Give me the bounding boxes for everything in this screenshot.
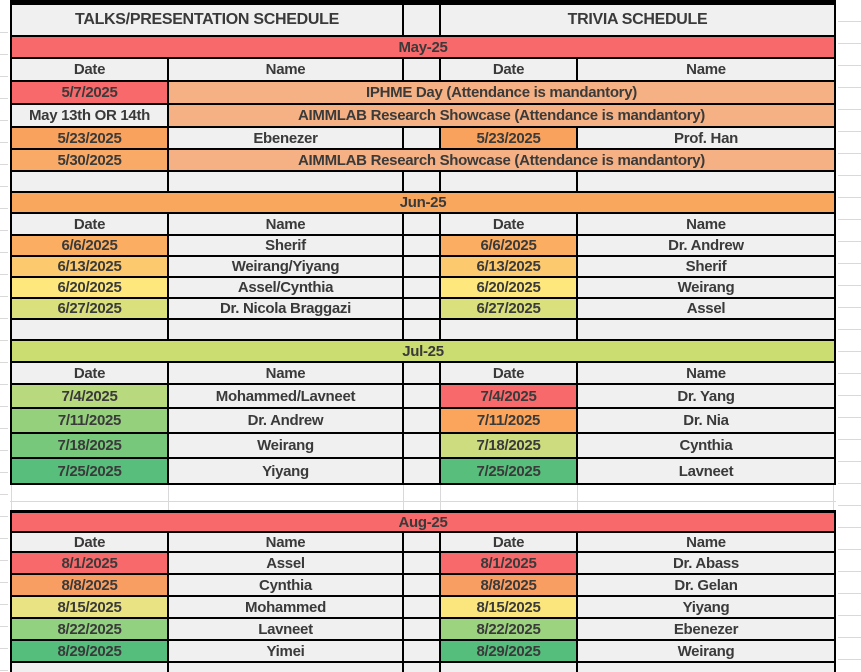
cell-name-talks[interactable]: Dr. Andrew: [169, 409, 402, 432]
cell-date-talks[interactable]: May 13th OR 14th: [12, 105, 167, 126]
header-name-trivia[interactable]: Name: [578, 59, 834, 80]
header-date-trivia[interactable]: Date: [441, 59, 576, 80]
gridline: [10, 501, 836, 502]
header-name-talks[interactable]: Name: [169, 533, 402, 551]
cell-name-talks[interactable]: Yimei: [169, 641, 402, 661]
cell-date-trivia[interactable]: 8/1/2025: [441, 553, 576, 573]
cell-date-trivia[interactable]: 6/20/2025: [441, 278, 576, 297]
cell-name-talks[interactable]: [169, 663, 402, 672]
merged-event-cell[interactable]: AIMMLAB Research Showcase (Attendance is mandantory): [169, 150, 834, 170]
gridline: [403, 485, 404, 510]
month-banner-jun[interactable]: Jun-25: [12, 193, 834, 212]
cell-name-talks[interactable]: Weirang/Yiyang: [169, 257, 402, 276]
month-banner-may[interactable]: May-25: [12, 37, 834, 57]
cell-date-talks[interactable]: [12, 663, 167, 672]
cell-date-talks[interactable]: 5/7/2025: [12, 82, 167, 103]
gridline: [577, 485, 578, 510]
header-name-talks[interactable]: Name: [169, 363, 402, 383]
cell-name-talks[interactable]: Lavneet: [169, 619, 402, 639]
gridline: [11, 485, 12, 510]
cell-date-trivia[interactable]: [441, 663, 576, 672]
cell-name-talks[interactable]: Assel: [169, 553, 402, 573]
cell-date-talks[interactable]: 5/23/2025: [12, 128, 167, 148]
header-name-trivia[interactable]: Name: [578, 533, 834, 551]
cell-name-talks[interactable]: [169, 172, 402, 191]
cell-date-talks[interactable]: 8/29/2025: [12, 641, 167, 661]
gap-cell[interactable]: [404, 363, 439, 383]
cell-name-trivia[interactable]: Dr. Yang: [578, 385, 834, 407]
month-banner-jul[interactable]: Jul-25: [12, 341, 834, 361]
gap-cell[interactable]: [404, 385, 439, 407]
gap-cell[interactable]: [404, 128, 439, 148]
cell-date-talks[interactable]: [12, 320, 167, 339]
cell-name-trivia[interactable]: Weirang: [578, 278, 834, 297]
cell-name-talks[interactable]: Sherif: [169, 236, 402, 255]
cell-name-trivia[interactable]: Ebenezer: [578, 619, 834, 639]
cell-name-trivia[interactable]: Weirang: [578, 641, 834, 661]
gap-cell[interactable]: [404, 434, 439, 457]
cell-name-trivia[interactable]: Sherif: [578, 257, 834, 276]
gap-cell[interactable]: [404, 533, 439, 551]
left-margin-gridlines: [0, 0, 8, 672]
cell-date-talks[interactable]: 8/1/2025: [12, 553, 167, 573]
cell-date-talks[interactable]: 8/22/2025: [12, 619, 167, 639]
cell-date-talks[interactable]: 8/8/2025: [12, 575, 167, 595]
merged-event-cell[interactable]: AIMMLAB Research Showcase (Attendance is mandantory): [169, 105, 834, 126]
gap-cell[interactable]: [404, 236, 439, 255]
cell-name-talks[interactable]: Weirang: [169, 434, 402, 457]
header-name-trivia[interactable]: Name: [578, 363, 834, 383]
gap-cell[interactable]: [404, 214, 439, 234]
cell-name-talks[interactable]: [169, 320, 402, 339]
gridline: [833, 485, 834, 510]
cell-date-trivia[interactable]: 8/15/2025: [441, 597, 576, 617]
header-date-trivia[interactable]: Date: [441, 363, 576, 383]
gap-cell[interactable]: [404, 299, 439, 318]
cell-name-trivia[interactable]: Assel: [578, 299, 834, 318]
gap-cell[interactable]: [404, 619, 439, 639]
gap-cell[interactable]: [404, 597, 439, 617]
cell-date-trivia[interactable]: 7/11/2025: [441, 409, 576, 432]
cell-name-talks[interactable]: Ebenezer: [169, 128, 402, 148]
cell-name-trivia[interactable]: [578, 663, 834, 672]
cell-date-talks[interactable]: 7/25/2025: [12, 459, 167, 483]
cell-name-trivia[interactable]: Dr. Andrew: [578, 236, 834, 255]
cell-date-talks[interactable]: 6/20/2025: [12, 278, 167, 297]
gap-cell[interactable]: [404, 172, 439, 191]
month-banner-aug[interactable]: Aug-25: [12, 513, 834, 531]
gap-cell[interactable]: [404, 641, 439, 661]
header-date-trivia[interactable]: Date: [441, 214, 576, 234]
header-date-trivia[interactable]: Date: [441, 533, 576, 551]
gridline: [440, 485, 441, 510]
cell-date-talks[interactable]: 7/11/2025: [12, 409, 167, 432]
cell-date-trivia[interactable]: 8/22/2025: [441, 619, 576, 639]
cell-name-trivia[interactable]: Yiyang: [578, 597, 834, 617]
cell-name-trivia[interactable]: Prof. Han: [578, 128, 834, 148]
cell-date-trivia[interactable]: 8/29/2025: [441, 641, 576, 661]
cell-date-talks[interactable]: 8/15/2025: [12, 597, 167, 617]
header-date-talks[interactable]: Date: [12, 363, 167, 383]
gap-cell[interactable]: [404, 409, 439, 432]
cell-name-trivia[interactable]: Dr. Nia: [578, 409, 834, 432]
schedule-table-may-jun-jul: [10, 0, 836, 485]
cell-date-trivia[interactable]: 7/18/2025: [441, 434, 576, 457]
trivia-schedule-title[interactable]: TRIVIA SCHEDULE: [441, 5, 834, 35]
gridline: [168, 485, 169, 510]
right-margin-gridlines: [838, 0, 861, 672]
gap-cell[interactable]: [404, 459, 439, 483]
cell-name-talks[interactable]: Yiyang: [169, 459, 402, 483]
header-name-trivia[interactable]: Name: [578, 214, 834, 234]
cell-name-trivia[interactable]: [578, 320, 834, 339]
header-date-talks[interactable]: Date: [12, 59, 167, 80]
cell-date-talks[interactable]: 7/18/2025: [12, 434, 167, 457]
cell-name-talks[interactable]: Cynthia: [169, 575, 402, 595]
header-date-talks[interactable]: Date: [12, 214, 167, 234]
cell-name-talks[interactable]: Dr. Nicola Braggazi: [169, 299, 402, 318]
gap-cell[interactable]: [404, 278, 439, 297]
header-name-talks[interactable]: Name: [169, 214, 402, 234]
cell-date-talks[interactable]: [12, 172, 167, 191]
header-date-talks[interactable]: Date: [12, 533, 167, 551]
cell-name-talks[interactable]: Assel/Cynthia: [169, 278, 402, 297]
cell-date-trivia[interactable]: 7/4/2025: [441, 385, 576, 407]
cell-name-trivia[interactable]: Cynthia: [578, 434, 834, 457]
cell-date-trivia[interactable]: 7/25/2025: [441, 459, 576, 483]
gap-cell[interactable]: [404, 575, 439, 595]
cell-name-trivia[interactable]: [578, 172, 834, 191]
cell-name-trivia[interactable]: Dr. Abass: [578, 553, 834, 573]
cell-date-trivia[interactable]: [441, 172, 576, 191]
cell-name-trivia[interactable]: Lavneet: [578, 459, 834, 483]
gap-cell[interactable]: [404, 320, 439, 339]
cell-date-talks[interactable]: 6/13/2025: [12, 257, 167, 276]
merged-event-cell[interactable]: IPHME Day (Attendance is mandantory): [169, 82, 834, 103]
gap-cell[interactable]: [404, 553, 439, 573]
header-name-talks[interactable]: Name: [169, 59, 402, 80]
cell-date-talks[interactable]: 6/27/2025: [12, 299, 167, 318]
talks-schedule-title[interactable]: TALKS/PRESENTATION SCHEDULE: [12, 5, 402, 35]
gap-cell[interactable]: [404, 5, 439, 35]
cell-name-talks[interactable]: Mohammed/Lavneet: [169, 385, 402, 407]
cell-date-trivia[interactable]: 6/13/2025: [441, 257, 576, 276]
cell-date-trivia[interactable]: 5/23/2025: [441, 128, 576, 148]
cell-date-trivia[interactable]: [441, 320, 576, 339]
cell-name-trivia[interactable]: Dr. Gelan: [578, 575, 834, 595]
cell-date-talks[interactable]: 6/6/2025: [12, 236, 167, 255]
cell-date-talks[interactable]: 7/4/2025: [12, 385, 167, 407]
gap-cell[interactable]: [404, 59, 439, 80]
schedule-table-aug: [10, 510, 836, 672]
cell-date-trivia[interactable]: 6/27/2025: [441, 299, 576, 318]
gap-cell[interactable]: [404, 663, 439, 672]
gap-cell[interactable]: [404, 257, 439, 276]
cell-date-talks[interactable]: 5/30/2025: [12, 150, 167, 170]
cell-date-trivia[interactable]: 6/6/2025: [441, 236, 576, 255]
cell-name-talks[interactable]: Mohammed: [169, 597, 402, 617]
empty-sheet-band: [10, 485, 836, 510]
cell-date-trivia[interactable]: 8/8/2025: [441, 575, 576, 595]
